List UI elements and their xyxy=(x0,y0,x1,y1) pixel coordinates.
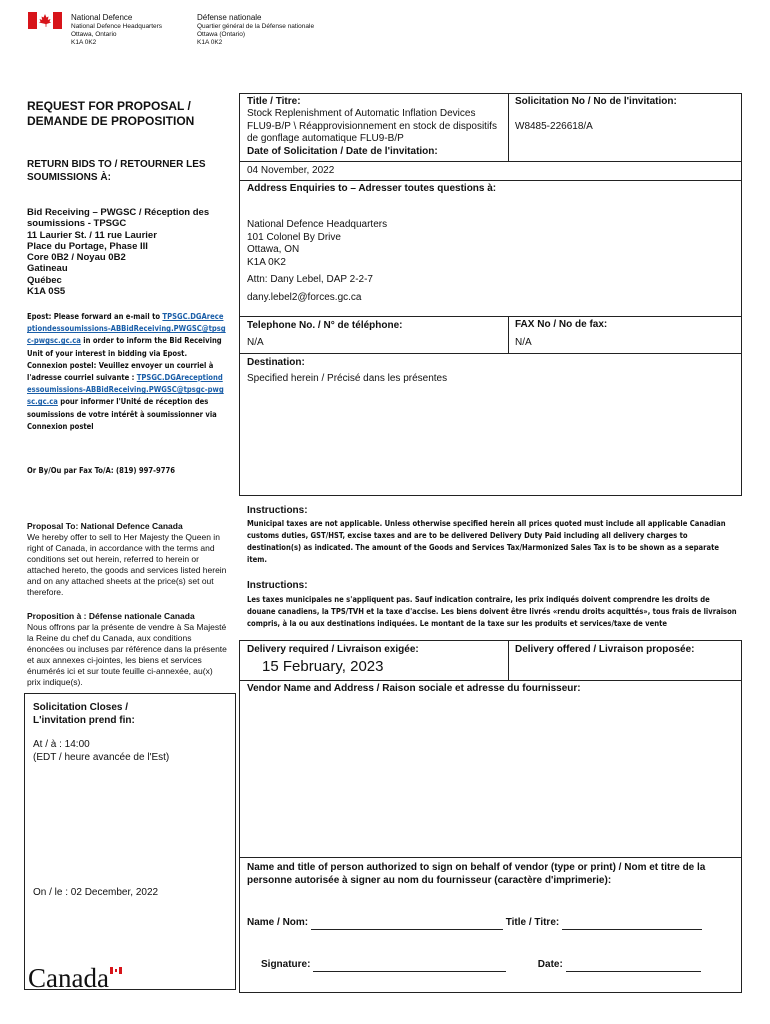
destination-label: Destination: xyxy=(247,357,305,368)
epost-text-2: in order to inform the Bid Receiving Unit of your interest in bidding via Epost. xyxy=(27,336,222,358)
signature-field[interactable] xyxy=(313,960,506,972)
vendor-name-address-label[interactable]: Vendor Name and Address / Raison sociale et adresse du fournisseur: xyxy=(247,683,581,694)
solicitation-closes-date: On / le : 02 December, 2022 xyxy=(33,887,159,898)
proposal-to-section xyxy=(27,521,227,598)
date-field[interactable] xyxy=(566,960,701,972)
header-en-addr1: National Defence Headquarters xyxy=(71,23,163,30)
proposition-heading: Proposition à : Défense nationale Canada xyxy=(27,611,195,621)
instructions-label-fr: Instructions: xyxy=(247,580,308,591)
epost-email-link-2[interactable]: TPSGC.DGAreceptiondessoumissions-ABBidReceiving.PWGSC@tpsgc-pwgsc.gc.ca xyxy=(27,373,224,407)
proposition-section xyxy=(27,611,227,688)
rfp-title: REQUEST FOR PROPOSAL / DEMANDE DE PROPOSITION xyxy=(27,99,195,128)
proposal-to-body: We hereby offer to sell to Her Majesty the Queen in right of Canada, in accordance with the terms and conditions set out herein, referred to herein or attached hereto, the goods and services listed herein and on any attached sheets at the price(s) set out therefore. xyxy=(27,532,227,597)
fax-label: FAX No / No de fax: xyxy=(515,319,608,330)
date-of-solicitation-label: Date of Solicitation / Date de l'invitation: xyxy=(247,146,505,159)
connexion-text-1: Connexion postel: Veuillez envoyer un courriel à l'adresse courriel suivante : xyxy=(27,360,214,383)
header-fr-addr1: Quartier général de la Défense nationale xyxy=(197,23,315,30)
canada-wordmark xyxy=(28,961,138,995)
header-fr-addr2: Ottawa (Ontario) xyxy=(197,31,246,38)
telephone-value: N/A xyxy=(247,337,264,348)
header-en xyxy=(71,13,191,47)
wordmark-flag-icon xyxy=(110,967,122,974)
delivery-required-label: Delivery required / Livraison exigée: xyxy=(247,644,419,655)
fax-value: N/A xyxy=(515,337,532,348)
solicitation-closes-label: Solicitation Closes / L'invitation prend fin: xyxy=(33,702,135,726)
date-field-label: Date: xyxy=(537,959,563,970)
proposition-body: Nous offrons par la présente de vendre à Sa Majesté la Reine du chef du Canada, aux conditions énoncées ou incluses par référence dans la présente et aux annexes ci-jointes, les biens et services énumérés ici et sur toute feuille ci-annexée, au(x) prix indique(s). xyxy=(27,622,227,687)
attn-line: Attn: Dany Lebel, DAP 2-2-7 xyxy=(247,274,373,285)
header-fr-addr3: K1A 0K2 xyxy=(197,39,223,46)
header-fr xyxy=(197,13,357,47)
address-line-4: K1A 0K2 xyxy=(247,256,286,268)
name-title-row xyxy=(247,917,737,930)
header-en-addr3: K1A 0K2 xyxy=(71,39,97,46)
instructions-text-en: Municipal taxes are not applicable. Unless otherwise specified herein all prices quoted must include all applicable Canadian customs duties, GST/HST, excise taxes and are to be delivered Delivery Duty Paid including all delivery charges to destination(s) as indicated. The amount of the Goods and Services Tax/Harmonized Sales Tax is to be shown as a separate item. xyxy=(247,519,726,564)
contact-email[interactable]: dany.lebel2@forces.gc.ca xyxy=(247,291,362,303)
canada-wordmark-text: Canada xyxy=(28,963,109,993)
return-bids-label: RETURN BIDS TO / RETOURNER LES SOUMISSIONS À: xyxy=(27,159,206,183)
header-en-dept: National Defence xyxy=(71,13,133,22)
authorized-person-label: Name and title of person authorized to sign on behalf of vendor (type or print) / Nom et titre de la personne autorisée à signer au nom du fournisseur (caractère d'imprimerie): xyxy=(247,862,706,886)
solicitation-no-label: Solicitation No / No de l'invitation: xyxy=(515,96,677,107)
solicitation-closes-time: At / à : 14:00 xyxy=(33,739,90,750)
delivery-required-value: 15 February, 2023 xyxy=(262,658,384,675)
epost-email-link-1[interactable]: TPSGC.DGAreceptiondessoumissions-ABBidReceiving.PWGSC@tpsgc-pwgsc.gc.ca xyxy=(27,312,226,346)
connexion-text-2: pour informer l'Unité de réception des soumissions de votre intérêt à soumissionner via Connexion postel xyxy=(27,397,217,431)
header-fr-dept: Défense nationale xyxy=(197,13,262,22)
solicitation-closes-timezone: (EDT / heure avancée de l'Est) xyxy=(33,752,170,763)
proposal-to-heading: Proposal To: National Defence Canada xyxy=(27,521,183,531)
date-of-solicitation-value: 04 November, 2022 xyxy=(247,165,335,176)
epost-text-1: Epost: Please forward an e-mail to xyxy=(27,312,161,321)
name-label: Name / Nom: xyxy=(247,917,309,928)
delivery-offered-label[interactable]: Delivery offered / Livraison proposée: xyxy=(515,644,695,655)
instructions-label-en: Instructions: xyxy=(247,505,308,516)
solicitation-closes-box xyxy=(24,693,236,990)
bid-receiving-address: Bid Receiving – PWGSC / Réception des soumissions - TPSGC 11 Laurier St. / 11 rue Laurier Place du Portage, Phase III Core 0B2 / Noyau 0B2 Gatineau Québec K1A 0S5 xyxy=(27,207,210,298)
title-label: Title / Titre: xyxy=(247,96,301,107)
signature-label: Signature: xyxy=(261,959,311,970)
name-field[interactable] xyxy=(311,918,503,930)
address-block xyxy=(247,219,547,304)
signature-date-row xyxy=(261,959,731,972)
address-line-3: Ottawa, ON xyxy=(247,244,300,255)
title-field[interactable] xyxy=(562,918,702,930)
header-en-addr2: Ottawa, Ontario xyxy=(71,31,117,38)
title-value: Stock Replenishment of Automatic Inflation Devices FLU9-B/P \ Réapprovisionnement en stock de dispositifs de gonflage automatique FLU9-B/P xyxy=(247,108,497,144)
address-line-1: National Defence Headquarters xyxy=(247,219,388,230)
epost-instructions xyxy=(27,311,227,433)
address-line-2: 101 Colonel By Drive xyxy=(247,231,341,243)
instructions-text-fr: Les taxes municipales ne s'appliquent pas. Sauf indication contraire, les prix indiqués doivent comprendre les droits de douane canadiens, la TPS/TVH et la taxe d'accise. Les biens doivent être livrés «rendu droits acquittés», tous frais de livraison compris, à la ou aux destinations indiquées. Le montant de la taxe sur les produits et services/taxe de vente xyxy=(247,595,737,628)
solicitation-no-value: W8485-226618/A xyxy=(515,121,593,132)
canada-flag-icon xyxy=(28,12,62,29)
title-field-label: Title / Titre: xyxy=(505,917,560,928)
destination-value: Specified herein / Précisé dans les présentes xyxy=(247,373,448,384)
fax-line: Or By/Ou par Fax To/A: (819) 997-9776 xyxy=(27,466,175,475)
address-enquiries-label: Address Enquiries to – Adresser toutes questions à: xyxy=(247,183,497,194)
telephone-label: Telephone No. / N° de téléphone: xyxy=(247,320,403,331)
